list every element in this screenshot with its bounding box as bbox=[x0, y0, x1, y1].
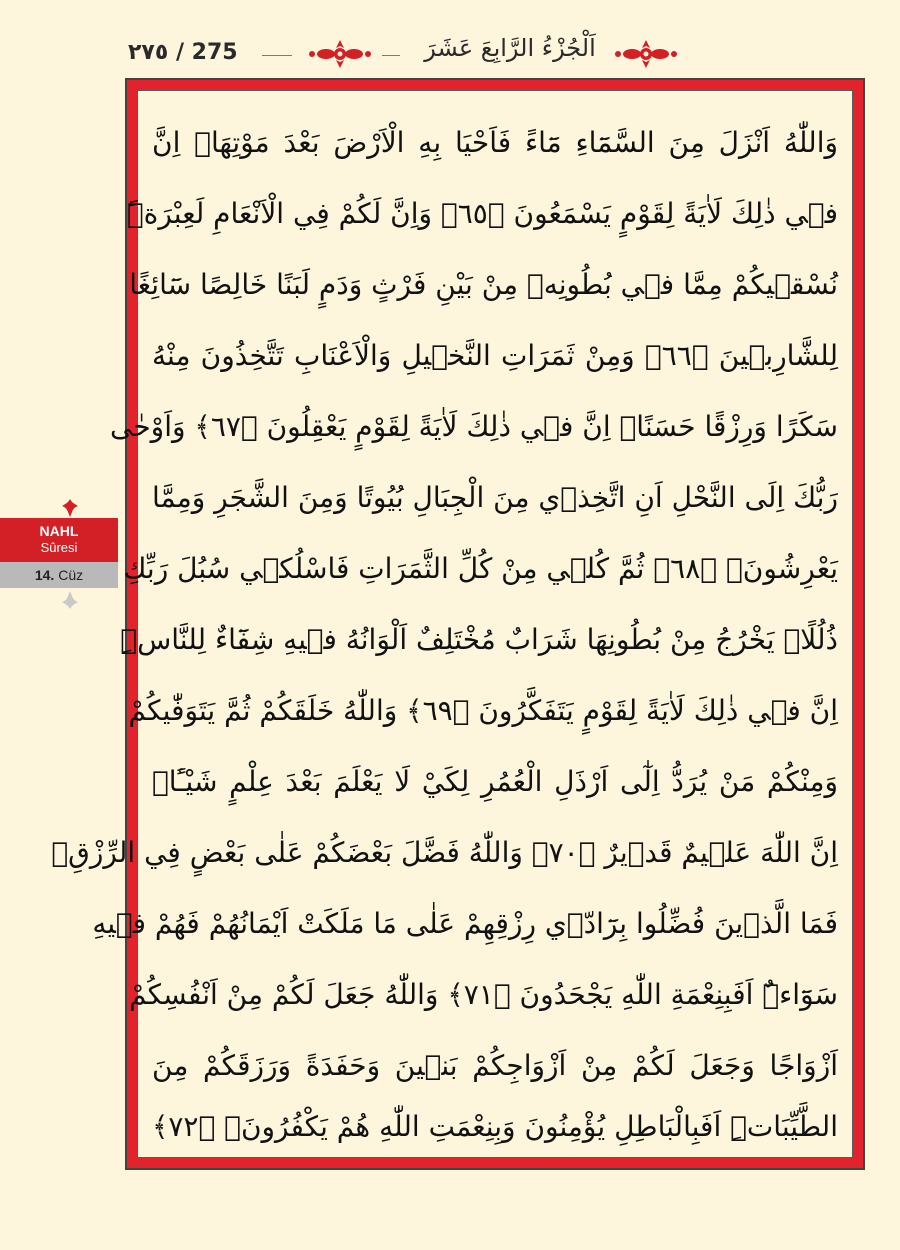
juz-tab-gray bbox=[0, 562, 118, 588]
verse-line-13: سَوَٓاءٌۜ اَفَبِنِعْمَةِ اللّٰهِ يَجْحَدُونَ ﴿٧١﴾ وَاللّٰهُ جَعَلَ لَكُمْ مِنْ اَنْفُسِكُمْ bbox=[128, 978, 838, 1011]
verse-line-14: اَزْوَاجًا وَجَعَلَ لَكُمْ مِنْ اَزْوَاجِكُمْ بَن۪ينَ وَحَفَدَةً وَرَزَقَكُمْ مِنَ bbox=[152, 1049, 838, 1082]
surah-word: Sûresi bbox=[40, 540, 78, 555]
fleur-top-icon bbox=[60, 498, 80, 518]
verse-line-11: اِنَّ اللّٰهَ عَل۪يمٌ قَد۪يرٌ ﴿٧٠﴾ وَاللّٰهُ فَضَّلَ بَعْضَكُمْ عَلٰى بَعْضٍ فِي الرِّزْقِۚ bbox=[51, 836, 838, 869]
juz-title: اَلْجُزْءُ الرَّابِعَ عَشَرَ bbox=[424, 34, 596, 62]
verse-line-12: فَمَا الَّذ۪ينَ فُضِّلُوا بِرَٓادّ۪ي رِزْقِهِمْ عَلٰى مَا مَلَكَتْ اَيْمَانُهُمْ فَهُمْ ف۪يهِ bbox=[92, 907, 838, 940]
verse-line-3: نُسْق۪يكُمْ مِمَّا ف۪ي بُطُونِه۪ مِنْ بَيْنِ فَرْثٍ وَدَمٍ لَبَنًا خَالِصًا سَٓائِغًا bbox=[129, 268, 838, 301]
verse-line-15: الطَّيِّبَاتِۜ اَفَبِالْبَاطِلِ يُؤْمِنُونَ وَبِنِعْمَتِ اللّٰهِ هُمْ يَكْفُرُونَۙ ﴿٧٢﴾ bbox=[151, 1110, 838, 1143]
verse-line-2: ف۪ي ذٰلِكَ لَاٰيَةً لِقَوْمٍ يَسْمَعُونَ ﴿٦٥﴾ وَاِنَّ لَكُمْ فِي الْاَنْعَامِ لَعِبْرَةًۜ bbox=[126, 197, 838, 230]
right-ornament-icon bbox=[606, 38, 686, 70]
left-ornament-icon bbox=[300, 38, 380, 70]
fleur-bottom-icon bbox=[60, 590, 80, 610]
verse-line-6: رَبُّكَ اِلَى النَّحْلِ اَنِ اتَّخِذ۪ي مِنَ الْجِبَالِ بُيُوتًا وَمِنَ الشَّجَرِ وَمِمَّا bbox=[152, 481, 838, 514]
verse-line-5: سَكَرًا وَرِزْقًا حَسَنًاۜ اِنَّ ف۪ي ذٰلِكَ لَاٰيَةً لِقَوْمٍ يَعْقِلُونَ ﴿٦٧﴾ وَاَوْحٰى bbox=[110, 410, 838, 443]
header-rule-left bbox=[262, 55, 292, 56]
verse-line-9: اِنَّ ف۪ي ذٰلِكَ لَاٰيَةً لِقَوْمٍ يَتَفَكَّرُونَ ﴿٦٩﴾ وَاللّٰهُ خَلَقَكُمْ ثُمَّ يَتَوَفّٰيكُمْ bbox=[128, 694, 838, 727]
verse-line-1: وَاللّٰهُ اَنْزَلَ مِنَ السَّمَٓاءِ مَٓاءً فَاَحْيَا بِهِ الْاَرْضَ بَعْدَ مَوْتِهَاۜ اِنَّ bbox=[152, 126, 838, 159]
verse-line-4: لِلشَّارِب۪ينَ ﴿٦٦﴾ وَمِنْ ثَمَرَاتِ النَّخ۪يلِ وَالْاَعْنَابِ تَتَّخِذُونَ مِنْهُ bbox=[152, 339, 838, 372]
juz-number: 14. bbox=[34, 567, 55, 583]
surah-tab-red bbox=[0, 518, 118, 562]
verse-line-8: ذُلُلًاۜ يَخْرُجُ مِنْ بُطُونِهَا شَرَابٌ مُخْتَلِفٌ اَلْوَانُهُ ف۪يهِ شِفَٓاءٌ لِلنَّاسِۜ bbox=[120, 623, 838, 656]
page-number: ٢٧٥ / 275 bbox=[128, 40, 238, 65]
page-header bbox=[0, 30, 900, 80]
surah-side-tab[interactable] bbox=[0, 518, 118, 588]
verse-line-10: وَمِنْكُمْ مَنْ يُرَدُّ اِلٰٓى اَرْذَلِ الْعُمُرِ لِكَيْ لَا يَعْلَمَ بَعْدَ عِلْمٍ شَيْـًٔاۜ bbox=[152, 765, 838, 798]
verse-line-7: يَعْرِشُونَۙ ﴿٦٨﴾ ثُمَّ كُل۪ي مِنْ كُلِّ الثَّمَرَاتِ فَاسْلُك۪ي سُبُلَ رَبِّكِ bbox=[123, 552, 838, 585]
juz-word: Cüz bbox=[58, 567, 84, 583]
surah-name: NAHL bbox=[39, 523, 79, 539]
